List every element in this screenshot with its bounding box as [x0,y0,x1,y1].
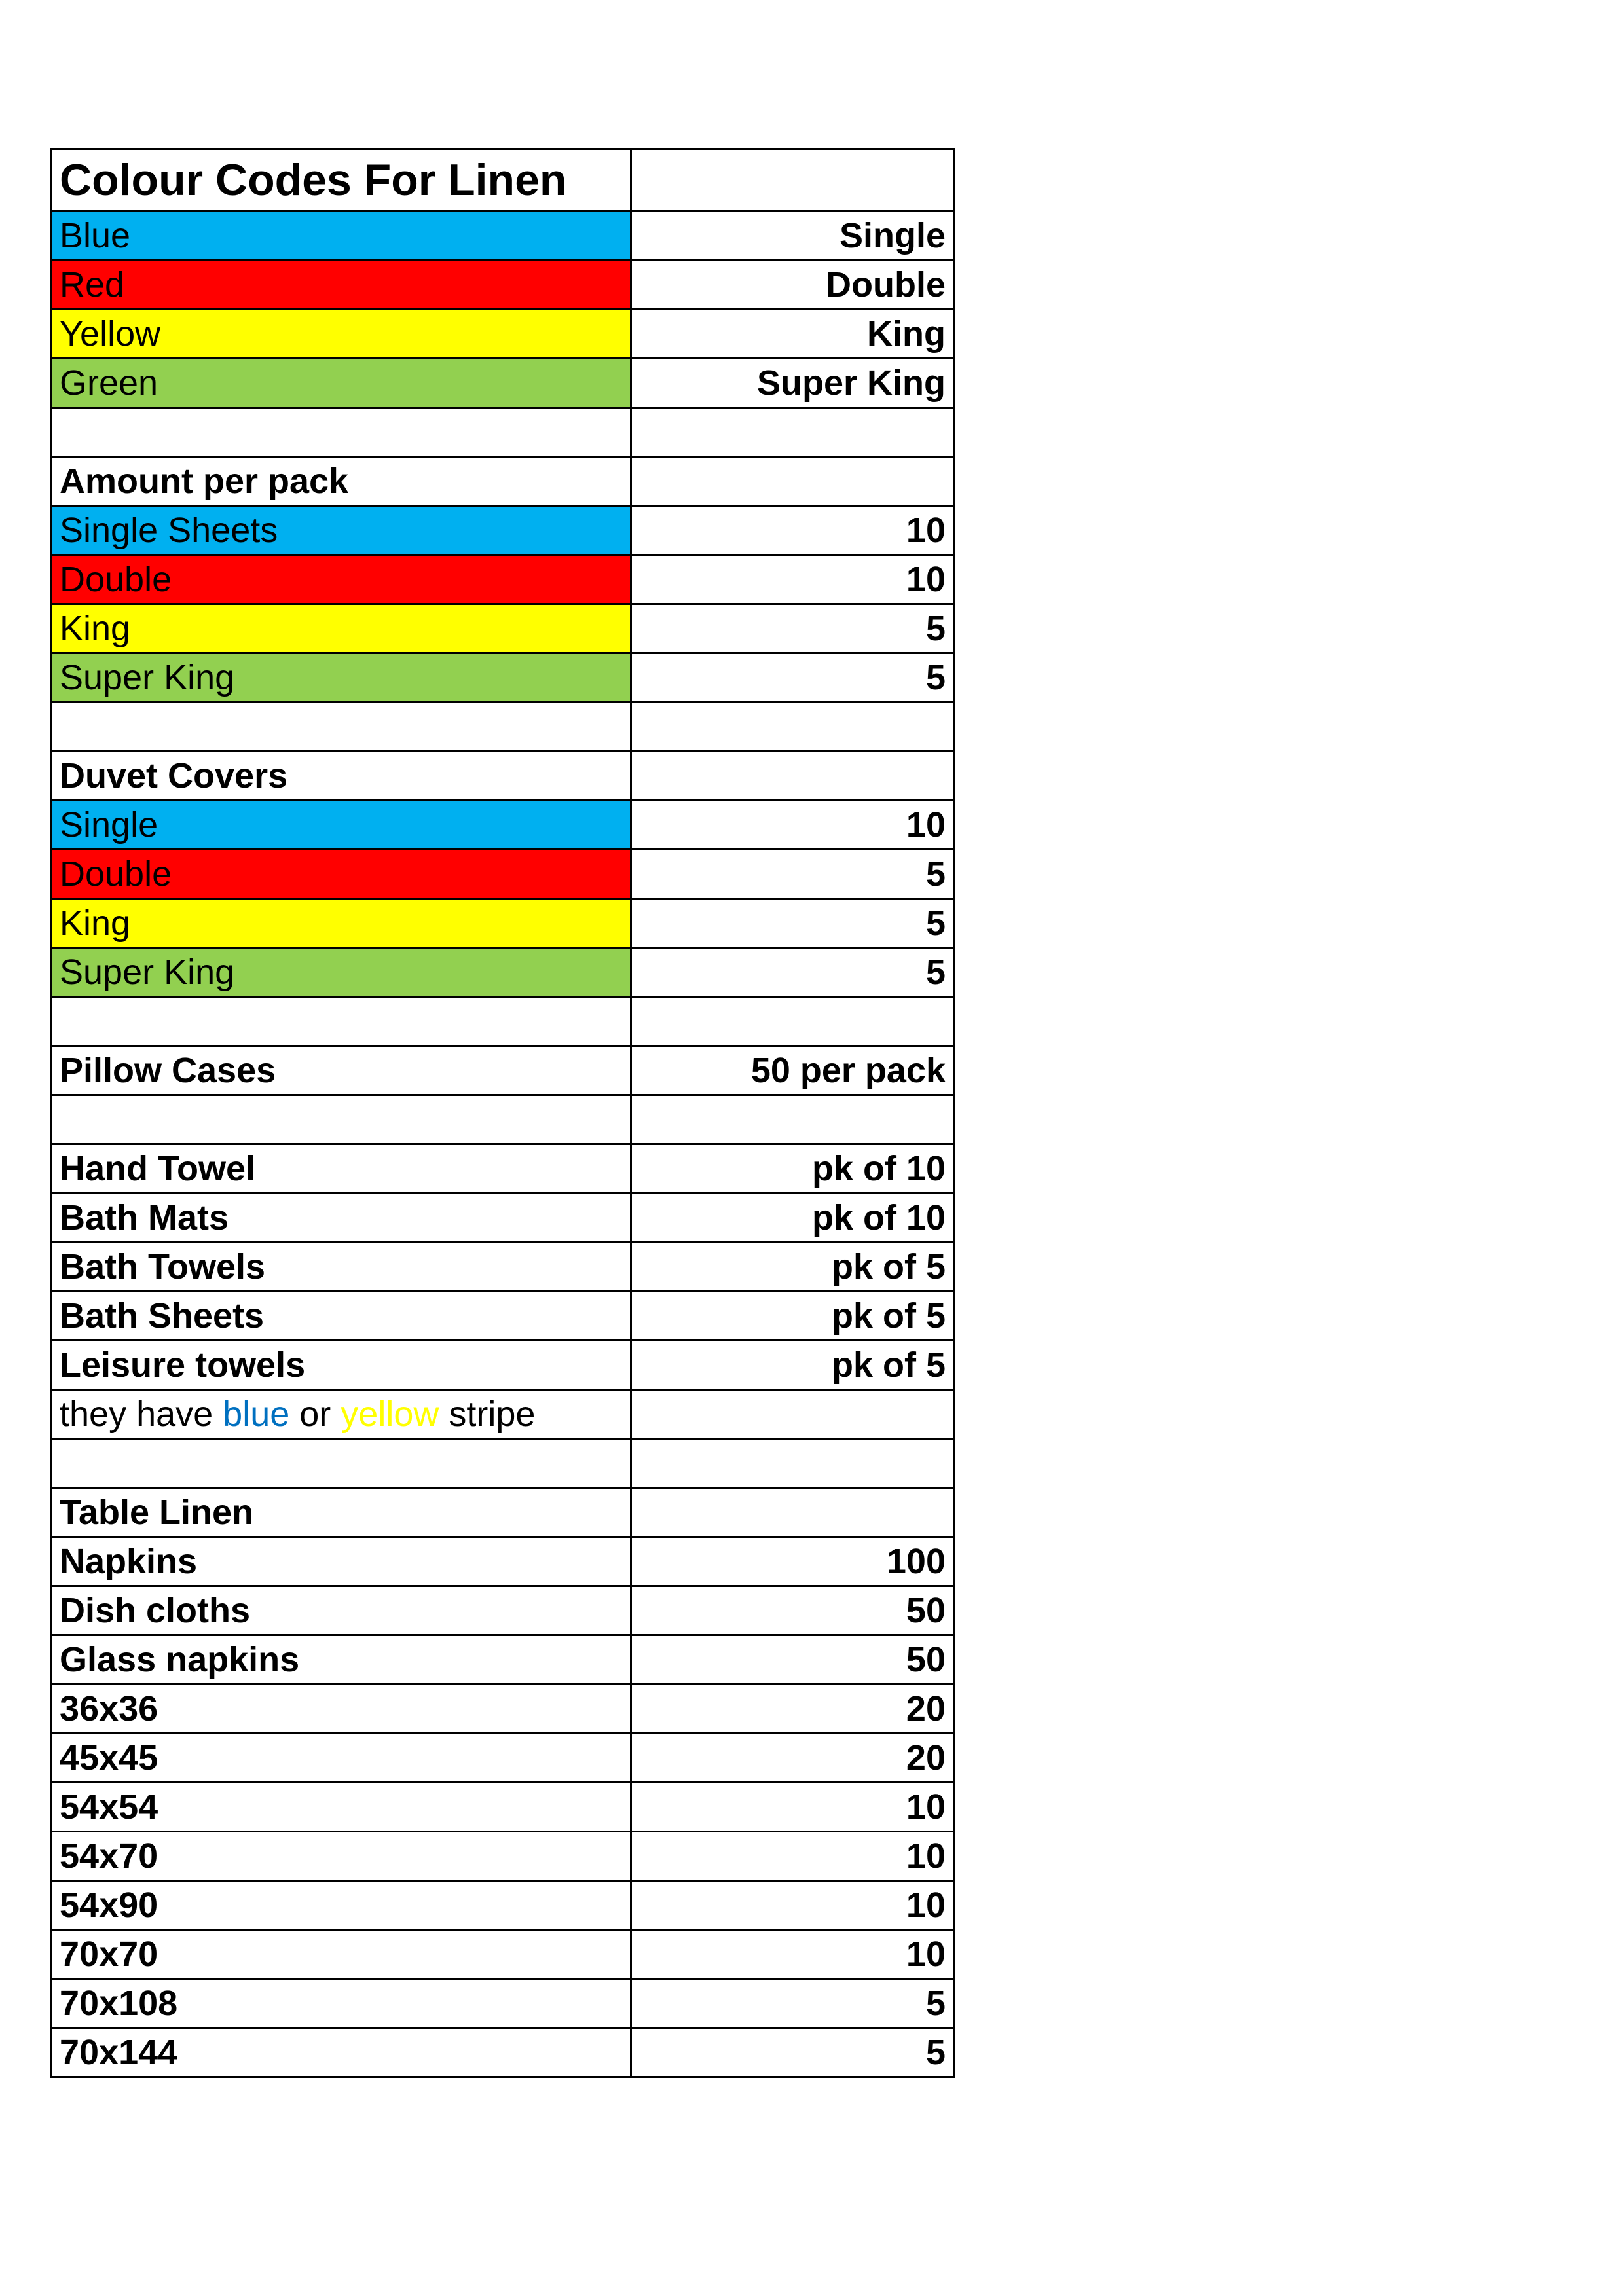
item-value: 20 [631,1685,955,1734]
item-value: pk of 5 [631,1341,955,1390]
item-label: King [51,899,631,948]
section-heading-row [51,752,955,801]
linen-sheet [50,148,955,2078]
blank-row [51,408,955,457]
empty-cell [631,752,955,801]
section-heading-row [51,1488,955,1537]
item-label: 36x36 [51,1685,631,1734]
empty-cell [631,1390,955,1439]
item-value: 10 [631,801,955,850]
colour-code-row-green [51,359,955,408]
stripe-note-blue: blue [223,1394,290,1434]
empty-cell [631,1095,955,1144]
item-label: 70x108 [51,1979,631,2028]
empty-cell [631,702,955,752]
colour-code-row-blue [51,211,955,261]
item-value: 5 [631,604,955,653]
item-label: Glass napkins [51,1635,631,1685]
item-label: Double [51,850,631,899]
item-value: pk of 10 [631,1194,955,1243]
pillow-cases-value: 50 per pack [631,1046,955,1095]
colour-label: Yellow [51,310,631,359]
item-label: 45x45 [51,1734,631,1783]
item-value: 10 [631,1930,955,1979]
item-label: Single Sheets [51,506,631,555]
table-row [51,555,955,604]
item-label: Super King [51,653,631,702]
item-value: 5 [631,948,955,997]
section-heading-row [51,457,955,506]
duvet-covers-heading: Duvet Covers [51,752,631,801]
item-value: 10 [631,1832,955,1881]
colour-label: Blue [51,211,631,261]
item-value: 5 [631,653,955,702]
table-row [51,948,955,997]
colour-label: Red [51,261,631,310]
table-row [51,1930,955,1979]
item-label: King [51,604,631,653]
blank-row [51,1439,955,1488]
item-label: Single [51,801,631,850]
item-value: 5 [631,850,955,899]
empty-cell [51,1439,631,1488]
table-row [51,1635,955,1685]
table-row [51,899,955,948]
item-label: 54x70 [51,1832,631,1881]
item-label: 70x70 [51,1930,631,1979]
item-value: 10 [631,506,955,555]
item-value: 50 [631,1586,955,1635]
item-value: 10 [631,1881,955,1930]
table-row [51,1537,955,1586]
item-value: 5 [631,2028,955,2077]
item-value: pk of 5 [631,1292,955,1341]
table-row [51,1734,955,1783]
item-label: Bath Sheets [51,1292,631,1341]
table-row [51,1292,955,1341]
item-value: 20 [631,1734,955,1783]
item-label: Dish cloths [51,1586,631,1635]
item-label: Napkins [51,1537,631,1586]
table-row [51,2028,955,2077]
table-row [51,1046,955,1095]
table-row [51,1194,955,1243]
item-label: Leisure towels [51,1341,631,1390]
table-row [51,1341,955,1390]
blank-row [51,702,955,752]
stripe-note-row [51,1390,955,1439]
item-value: pk of 10 [631,1144,955,1194]
item-value: 5 [631,899,955,948]
item-value: pk of 5 [631,1243,955,1292]
colour-code-row-red [51,261,955,310]
table-row [51,1832,955,1881]
table-row [51,801,955,850]
item-label: Double [51,555,631,604]
item-label: 54x90 [51,1881,631,1930]
empty-cell [51,1095,631,1144]
empty-cell [51,702,631,752]
stripe-note-text: they have [60,1394,223,1434]
colour-code-row-yellow [51,310,955,359]
table-row [51,1685,955,1734]
item-value: 10 [631,555,955,604]
stripe-note-text: stripe [439,1394,536,1434]
item-label: Bath Towels [51,1243,631,1292]
size-value: Double [631,261,955,310]
table-row [51,1979,955,2028]
item-label: Super King [51,948,631,997]
size-value: Single [631,211,955,261]
sheet-title: Colour Codes For Linen [51,149,631,211]
size-value: Super King [631,359,955,408]
blank-row [51,997,955,1046]
item-value: 100 [631,1537,955,1586]
item-value: 5 [631,1979,955,2028]
item-value: 10 [631,1783,955,1832]
empty-cell [631,408,955,457]
table-row [51,1144,955,1194]
table-linen-heading: Table Linen [51,1488,631,1537]
table-row [51,1243,955,1292]
table-row [51,1881,955,1930]
item-label: 70x144 [51,2028,631,2077]
stripe-note-yellow: yellow [341,1394,439,1434]
item-value: 50 [631,1635,955,1685]
title-row [51,149,955,211]
empty-cell [631,457,955,506]
item-label: Hand Towel [51,1144,631,1194]
table-row [51,1586,955,1635]
table-row [51,653,955,702]
stripe-note [51,1390,631,1439]
empty-cell [631,1488,955,1537]
size-value: King [631,310,955,359]
table-row [51,506,955,555]
table-row [51,1783,955,1832]
table-row [51,604,955,653]
empty-cell [631,1439,955,1488]
pillow-cases-label: Pillow Cases [51,1046,631,1095]
empty-cell [631,997,955,1046]
empty-cell [631,149,955,211]
table-row [51,850,955,899]
blank-row [51,1095,955,1144]
empty-cell [51,997,631,1046]
item-label: Bath Mats [51,1194,631,1243]
item-label: 54x54 [51,1783,631,1832]
colour-label: Green [51,359,631,408]
empty-cell [51,408,631,457]
amount-per-pack-heading: Amount per pack [51,457,631,506]
stripe-note-text: or [289,1394,341,1434]
